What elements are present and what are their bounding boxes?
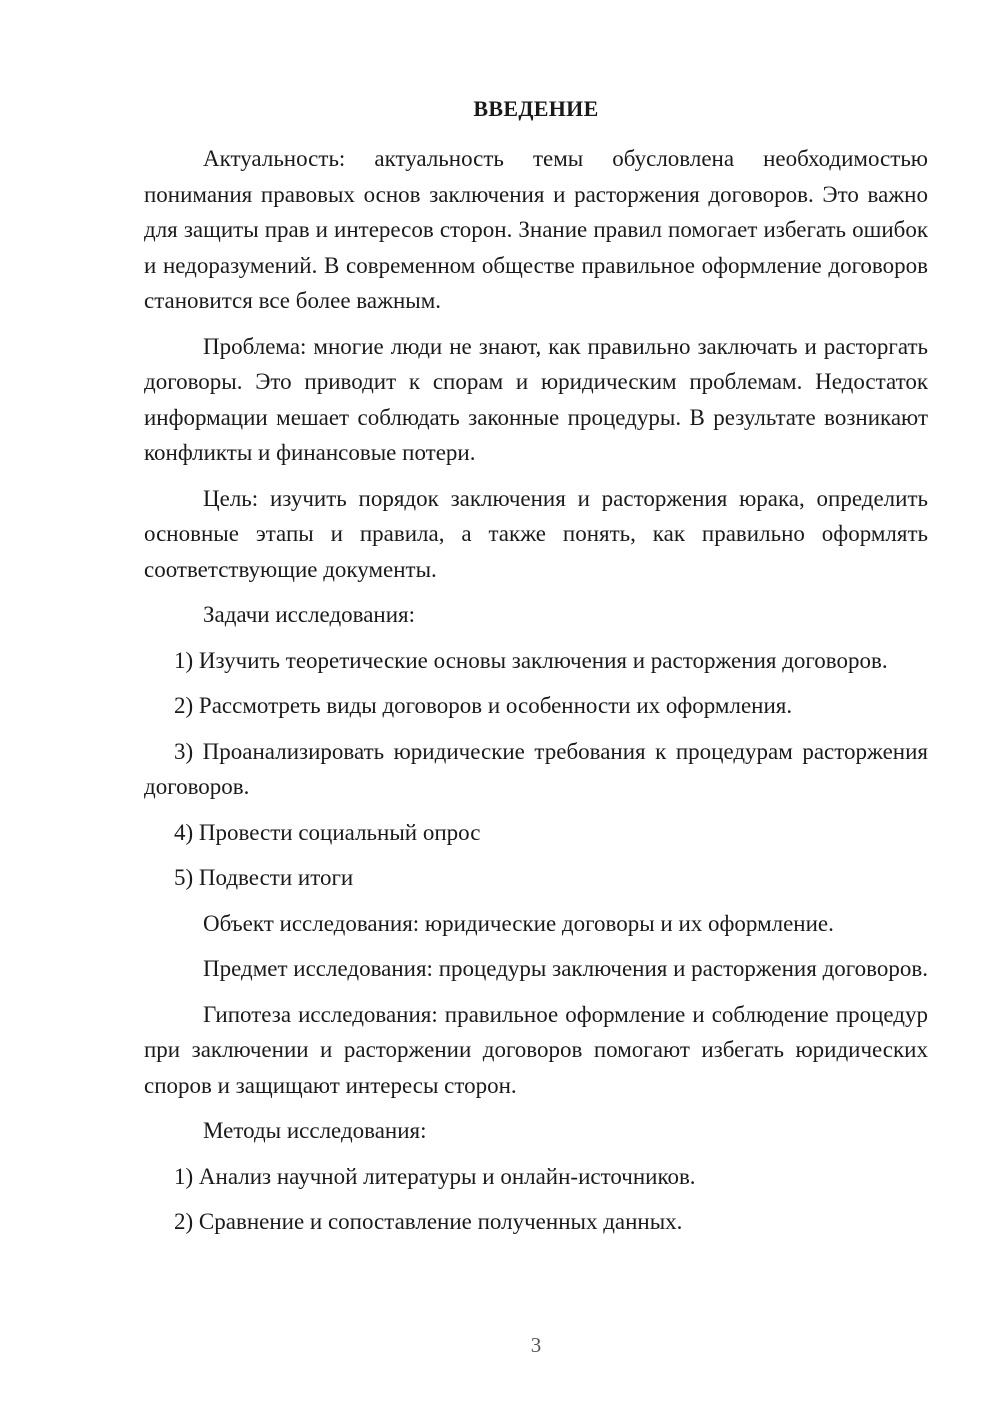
list-item-task-5: 5) Подвести итоги: [174, 865, 354, 890]
section-heading: ВВЕДЕНИЕ: [473, 96, 599, 121]
paragraph-tasks-heading: Задачи исследования:: [203, 602, 416, 627]
paragraph-relevance: Актуальность: актуальность темы обусловлена необходимостью понимания правовых основ заключения и расторжения договоров. Это важно для защиты прав и интересов сторон. Знание правил помогает избегать ошибок и недоразумений. В современном обществе правильное оформление договоров становится все более важным.: [144, 146, 928, 313]
list-item-method-1: 1) Анализ научной литературы и онлайн-источников.: [174, 1163, 696, 1189]
page-number: 3: [530, 1333, 542, 1357]
paragraph-problem: Проблема: многие люди не знают, как правильно заключать и расторгать договоры. Это приводит к спорам и юридическим проблемам. Недостаток информации мешает соблюдать законные процедуры. В результате возникают конфликты и финансовые потери.: [144, 333, 928, 465]
list-item-task-4: 4) Провести социальный опрос: [174, 819, 481, 845]
list-item-task-2: 2) Рассмотреть виды договоров и особенности их оформления.: [174, 693, 793, 718]
list-item-method-2: 2) Сравнение и сопоставление полученных данных.: [174, 1209, 683, 1234]
paragraph-object: Объект исследования: юридические договоры и их оформление.: [203, 910, 834, 936]
paragraph-subject: Предмет исследования: процедуры заключения и расторжения договоров.: [203, 956, 928, 981]
paragraph-goal: Цель: изучить порядок заключения и расторжения юрака, определить основные этапы и правила, а также понять, как правильно оформлять соответствующие документы.: [144, 485, 928, 582]
document-body: [144, 141, 928, 1250]
paragraph-hypothesis: Гипотеза исследования: правильное оформление и соблюдение процедур при заключении и расторжении договоров помогают избегать юридических споров и защищают интересы сторон.: [144, 1001, 928, 1098]
paragraph-methods-heading: Методы исследования:: [203, 1118, 427, 1143]
list-item-task-3: 3) Проанализировать юридические требования к процедурам расторжения договоров.: [144, 738, 928, 799]
list-item-task-1: 1) Изучить теоретические основы заключения и расторжения договоров.: [174, 647, 888, 673]
